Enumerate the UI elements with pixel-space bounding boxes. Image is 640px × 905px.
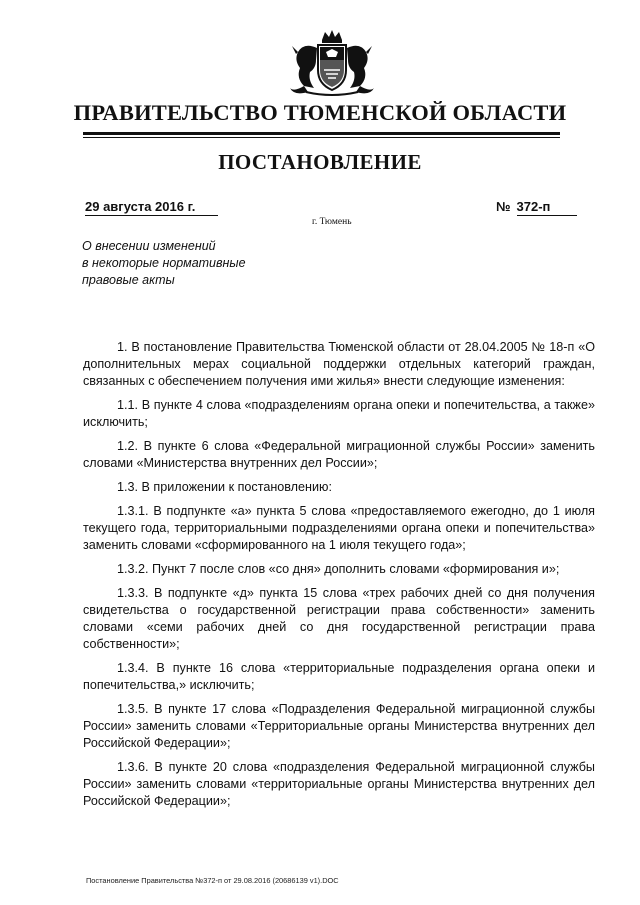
subject-line: в некоторые нормативные	[82, 256, 246, 270]
header-divider-thick	[83, 132, 560, 135]
body-paragraph: 1.3.3. В подпункте «д» пункта 15 слова «трех рабочих дней со дня получения свидетельства о государственной регистрации права собственности» заменить словами «семи рабочих дней со дня государственной регистрации права собственности»;	[83, 586, 595, 651]
body-paragraph: 1.3.1. В подпункте «а» пункта 5 слова «предоставляемого ежегодно, до 1 июля текущего года, территориальными подразделениями органа опеки и попечительства» заменить словами «сформированного на 1 июля текущего года»;	[83, 504, 595, 552]
document-number-block	[496, 199, 577, 216]
document-type-title: ПОСТАНОВЛЕНИЕ	[218, 150, 422, 174]
body-paragraph: 1.3.6. В пункте 20 слова «подразделения Федеральной миграционной службы России» заменить словами «территориальные органы Министерства внутренних дел Российской Федерации»;	[83, 760, 595, 808]
subject-line: правовые акты	[82, 273, 175, 287]
body-paragraph: 1.2. В пункте 6 слова «Федеральной миграционной службы России» заменить словами «Министерства внутренних дел России»;	[83, 439, 595, 470]
body-paragraph: 1.1. В пункте 4 слова «подразделениям органа опеки и попечительства, а также» исключить;	[83, 398, 595, 429]
body-paragraph: 1. В постановление Правительства Тюменской области от 28.04.2005 № 18-п «О дополнительных мерах социальной поддержки отдельных категорий граждан, связанных с обеспечением получения ими жилья» внести следующие изменения:	[83, 340, 595, 388]
tyumen-coat-of-arms-icon	[286, 26, 378, 98]
body-paragraph: 1.3.5. В пункте 17 слова «Подразделения Федеральной миграционной службы России» заменить словами «Территориальные органы Министерства внутренних дел Российской Федерации»;	[83, 702, 595, 750]
number-sign: №	[496, 199, 511, 214]
body-paragraph: 1.3. В приложении к постановлению:	[117, 480, 332, 494]
header-divider-thin	[83, 137, 560, 138]
body-paragraph: 1.3.4. В пункте 16 слова «территориальные подразделения органа опеки и попечительства,» исключить;	[83, 661, 595, 692]
document-footer: Постановление Правительства №372-п от 29.08.2016 (20686139 v1).DOC	[86, 876, 339, 885]
document-body	[83, 339, 595, 817]
document-city: г. Тюмень	[312, 217, 352, 227]
document-subject	[82, 238, 322, 289]
body-paragraph: 1.3.2. Пункт 7 после слов «со дня» дополнить словами «формирования и»;	[117, 562, 560, 576]
government-title: ПРАВИТЕЛЬСТВО ТЮМЕНСКОЙ ОБЛАСТИ	[73, 100, 567, 125]
subject-line: О внесении изменений	[82, 239, 216, 253]
document-date: 29 августа 2016 г.	[85, 199, 218, 216]
document-number: 372-п	[517, 199, 577, 216]
